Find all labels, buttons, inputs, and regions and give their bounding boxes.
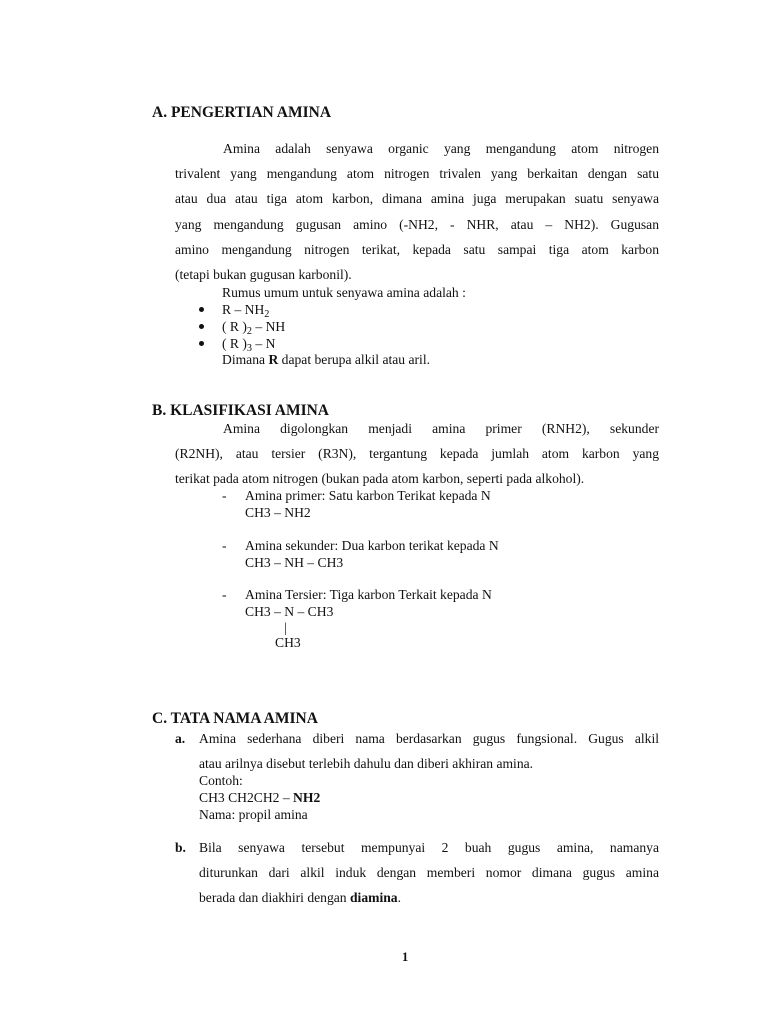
note-text: Dimana: [222, 352, 269, 367]
section-b-paragraph: [175, 416, 659, 492]
amina-primer-label: Amina primer: Satu karbon Terikat kepada N: [245, 488, 491, 503]
subscript: 2: [246, 325, 253, 337]
branch-bond: |: [284, 620, 287, 635]
subscript: 3: [246, 342, 253, 354]
branch-group: CH3: [275, 635, 301, 650]
paragraph-line: terikat pada atom nitrogen (bukan pada atom karbon, seperti pada alkohol).: [175, 471, 585, 487]
example-formula: [199, 789, 320, 806]
paragraph-line: Bila senyawa tersebut mempunyai 2 buah gugus amina, namanya: [199, 840, 659, 855]
amina-sekunder-label: Amina sekunder: Dua karbon terikat kepada N: [245, 538, 499, 553]
list-dash: -: [222, 538, 227, 553]
line-text: berada dan diakhiri dengan: [199, 890, 350, 906]
paragraph-line: amino mengandung nitrogen terikat, kepada satu sampai tiga atom karbon: [175, 241, 659, 257]
formula-text: CH3 CH2CH2 –: [199, 790, 294, 805]
paragraph-line: [199, 885, 659, 910]
section-a-heading: A. PENGERTIAN AMINA: [152, 104, 332, 121]
formula-intro: Rumus umum untuk senyawa amina adalah :: [222, 285, 466, 300]
section-b-heading: B. KLASIFIKASI AMINA: [152, 402, 329, 419]
example-label: Contoh:: [199, 773, 243, 788]
paragraph-line: Amina adalah senyawa organic yang mengandung atom nitrogen: [223, 141, 659, 156]
formula-text: – N: [252, 336, 276, 351]
line-text: .: [397, 890, 401, 906]
formula-text: – NH: [252, 319, 286, 334]
paragraph-line: (R2NH), atau tersier (R3N), tergantung kepada jumlah atom karbon yang: [175, 446, 659, 462]
list-marker-b: b.: [175, 840, 186, 855]
paragraph-line: Amina sederhana diberi nama berdasarkan gugus fungsional. Gugus alkil: [199, 731, 659, 746]
list-dash: -: [222, 488, 227, 503]
item-b-paragraph: [199, 835, 659, 911]
list-marker-a: a.: [175, 731, 186, 746]
amina-tersier-label: Amina Tersier: Tiga karbon Terkait kepada N: [245, 587, 492, 602]
page-number: 1: [402, 950, 409, 964]
amina-primer-formula: CH3 – NH2: [245, 505, 311, 520]
paragraph-line: diturunkan dari alkil induk dengan memberi nomor dimana gugus amina: [199, 865, 659, 881]
formula-text: R – NH: [222, 302, 265, 317]
note-bold: R: [268, 352, 279, 367]
section-c-heading: C. TATA NAMA AMINA: [152, 710, 318, 727]
example-name: Nama: propil amina: [199, 807, 308, 822]
bullet-dot: [199, 341, 204, 346]
formula-note: [222, 351, 430, 368]
formula-text: ( R ): [222, 319, 247, 334]
line-bold: diamina: [349, 890, 398, 906]
bullet-dot: [199, 324, 204, 329]
subscript: 2: [264, 308, 270, 320]
paragraph-line: trivalent yang mengandung atom nitrogen trivalen yang berkaitan dengan satu: [175, 166, 659, 182]
amina-sekunder-formula: CH3 – NH – CH3: [245, 555, 344, 570]
paragraph-line: yang mengandung gugusan amino (-NH2, - NHR, atau – NH2). Gugusan: [175, 216, 659, 232]
formula-bold: NH2: [293, 790, 321, 805]
paragraph-line: (tetapi bukan gugusan karbonil).: [175, 267, 352, 283]
paragraph-line: atau dua atau tiga atom karbon, dimana amina juga merupakan suatu senyawa: [175, 191, 659, 207]
note-text: dapat berupa alkil atau aril.: [278, 352, 430, 367]
paragraph-line: atau arilnya disebut terlebih dahulu dan diberi akhiran amina.: [199, 756, 534, 772]
list-dash: -: [222, 587, 227, 602]
section-a-paragraph: [175, 136, 659, 287]
item-a-paragraph: [199, 726, 659, 776]
paragraph-line: Amina digolongkan menjadi amina primer (RNH2), sekunder: [223, 421, 659, 436]
bullet-dot: [199, 307, 204, 312]
formula-text: ( R ): [222, 336, 247, 351]
amina-tersier-formula: CH3 – N – CH3: [245, 604, 334, 619]
